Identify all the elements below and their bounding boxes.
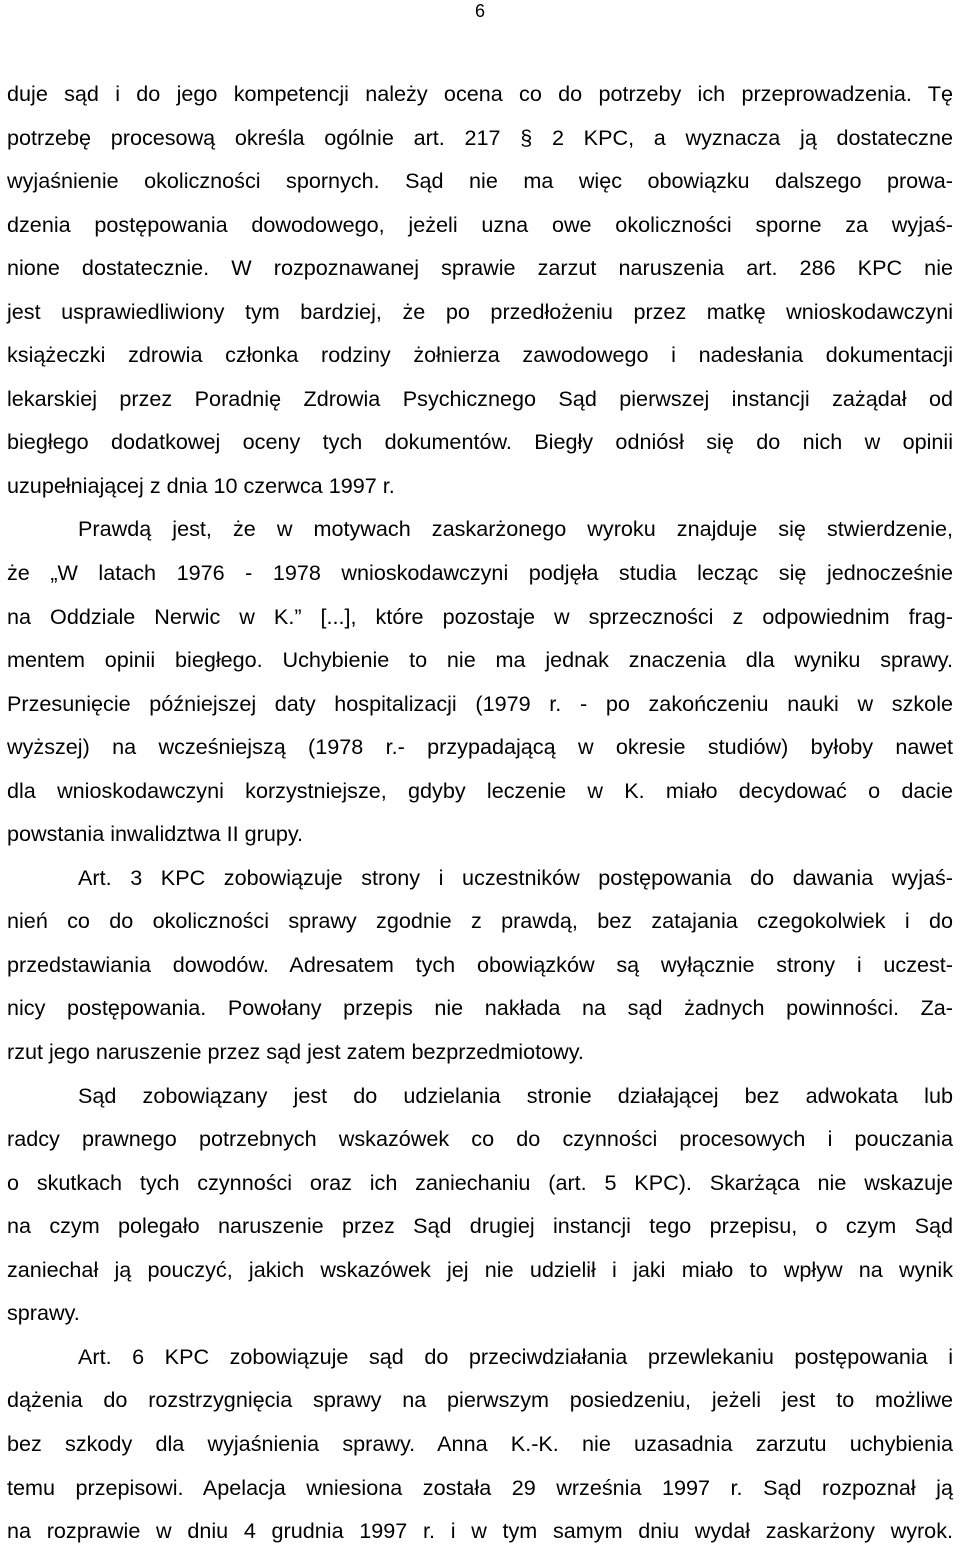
text-line: Prawdą jest, że w motywach zaskarżonego wyroku znajduje się stwierdzenie, <box>78 516 953 542</box>
text-line: radcy prawnego potrzebnych wskazówek co do czynności procesowych i pouczania <box>7 1126 953 1152</box>
text-line: potrzebę procesową określa ogólnie art. 217 § 2 KPC, a wyznacza ją dostateczne <box>7 124 953 150</box>
text-line: wyższej) na wcześniejszą (1978 r.- przypadającą w okresie studiów) byłoby nawet <box>7 734 953 760</box>
text-line: dzenia postępowania dowodowego, jeżeli uzna owe okoliczności sporne za wyjaś- <box>7 211 953 237</box>
text-line: na Oddziale Nerwic w K.” [...], które pozostaje w sprzeczności z odpowiednim frag- <box>7 603 953 629</box>
text-line: Sąd zobowiązany jest do udzielania stronie działającej bez adwokata lub <box>78 1082 953 1108</box>
text-line: na rozprawie w dniu 4 grudnia 1997 r. i w tym samym dniu wydał zaskarżony wyrok. <box>7 1518 953 1544</box>
text-line: rzut jego naruszenie przez sąd jest zatem bezprzedmiotowy. <box>7 1039 584 1065</box>
text-line: bez szkody dla wyjaśnienia sprawy. Anna K.-K. nie uzasadnia zarzutu uchybienia <box>7 1430 953 1456</box>
text-line: sprawy. <box>7 1300 80 1326</box>
text-line: zaniechał ją pouczyć, jakich wskazówek jej nie udzielił i jaki miało to wpływ na wynik <box>7 1256 953 1282</box>
text-line: nione dostatecznie. W rozpoznawanej sprawie zarzut naruszenia art. 286 KPC nie <box>7 255 953 281</box>
text-line: Przesunięcie późniejszej daty hospitalizacji (1979 r. - po zakończeniu nauki w szkole <box>7 690 953 716</box>
text-line: wyjaśnienie okoliczności spornych. Sąd nie ma więc obowiązku dalszego prowa- <box>7 168 953 194</box>
text-line: że „W latach 1976 - 1978 wnioskodawczyni podjęła studia lecząc się jednocześnie <box>7 560 953 586</box>
text-line: duje sąd i do jego kompetencji należy ocena co do potrzeby ich przeprowadzenia. Tę <box>7 81 953 106</box>
text-line: nicy postępowania. Powołany przepis nie nakłada na sąd żadnych powinności. Za- <box>7 995 953 1021</box>
text-line: biegłego dodatkowej oceny tych dokumentów. Biegły odniósł się do nich w opinii <box>7 429 953 455</box>
document-body <box>7 72 953 1553</box>
text-line: książeczki zdrowia członka rodziny żołnierza zawodowego i nadesłania dokumentacji <box>7 342 953 368</box>
text-line: mentem opinii biegłego. Uchybienie to nie ma jednak znaczenia dla wyniku sprawy. <box>7 647 953 673</box>
text-line: powstania inwalidztwa II grupy. <box>7 821 304 847</box>
text-line: temu przepisowi. Apelacja wniesiona została 29 września 1997 r. Sąd rozpoznał ją <box>7 1474 953 1500</box>
text-line: przedstawiania dowodów. Adresatem tych obowiązków są wyłącznie strony i uczest- <box>7 951 953 977</box>
text-line: Art. 6 KPC zobowiązuje sąd do przeciwdziałania przewlekaniu postępowania i <box>78 1343 953 1369</box>
text-line: dążenia do rozstrzygnięcia sprawy na pierwszym posiedzeniu, jeżeli jest to możliwe <box>7 1387 953 1413</box>
text-line: jest usprawiedliwiony tym bardziej, że po przedłożeniu przez matkę wnioskodawczyni <box>7 298 953 324</box>
text-line: o skutkach tych czynności oraz ich zaniechaniu (art. 5 KPC). Skarżąca nie wskazuje <box>7 1169 953 1195</box>
text-line: lekarskiej przez Poradnię Zdrowia Psychicznego Sąd pierwszej instancji zażądał od <box>7 385 953 411</box>
text-line: dla wnioskodawczyni korzystniejsze, gdyby leczenie w K. miało decydować o dacie <box>7 777 953 803</box>
text-line: nień co do okoliczności sprawy zgodnie z prawdą, bez zatajania czegokolwiek i do <box>7 908 953 934</box>
text-line: Art. 3 KPC zobowiązuje strony i uczestników postępowania do dawania wyjaś- <box>78 864 953 890</box>
text-line: na czym polegało naruszenie przez Sąd drugiej instancji tego przepisu, o czym Sąd <box>7 1213 953 1239</box>
page-number: 6 <box>474 1 485 21</box>
text-line: uzupełniającej z dnia 10 czerwca 1997 r. <box>7 472 395 498</box>
